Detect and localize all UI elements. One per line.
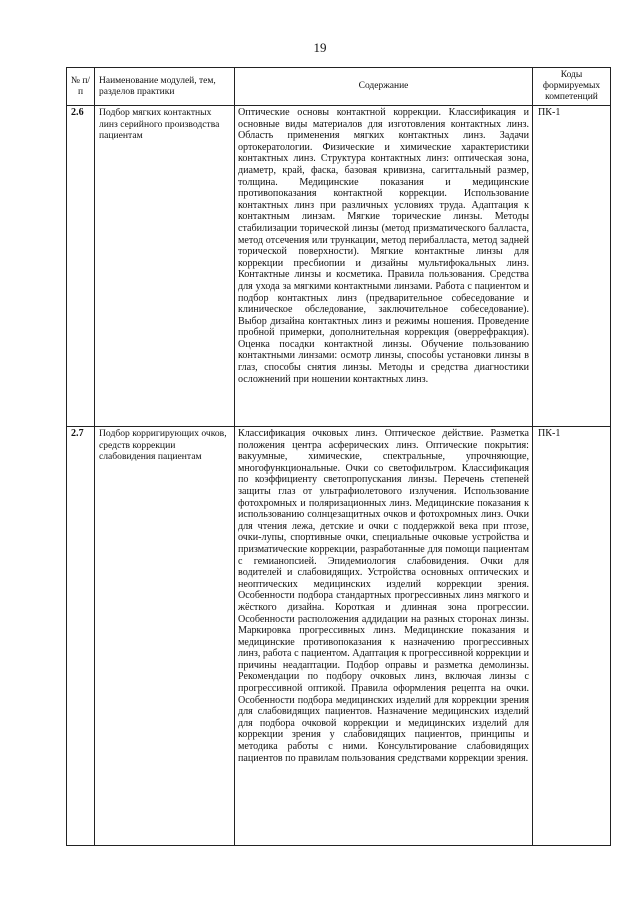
header-codes: Коды формируемых компетенций	[533, 68, 611, 106]
row-number: 2.7	[67, 427, 95, 846]
header-content: Содержание	[235, 68, 533, 106]
header-name: Наименование модулей, тем, разделов практики	[95, 68, 235, 106]
competency-code: ПК-1	[533, 106, 611, 427]
page-number: 19	[313, 40, 327, 55]
module-name: Подбор мягких контактных линз серийного производства пациентам	[95, 106, 235, 427]
table-row	[67, 106, 611, 427]
module-content: Оптические основы контактной коррекции. Классификация и основные виды материалов для изготовления контактных линз. Область применения мягких контактных линз. Задачи ортокератологии. Физические и химические характеристики контактных линз. Структура контактных линз: оптическая зона, диаметр, край, фаска, базовая кривизна, сагиттальный размер, толщина. Медицинские показания и медицинские противопоказания контактной коррекции. Использование контактных линз при различных условиях труда. Адаптация к контактным линзам. Мягкие торические линзы. Методы стабилизации торической линзы (метод призматического балласта, метод отсечения или трункации, метод перибалласта, метод задней торической поверхности). Мягкие контактные линзы для коррекции пресбиопии и дизайны мультифокальных линз. Контактные линзы и косметика. Правила пользования. Средства для ухода за мягкими контактными линзами. Работа с пациентом и подбор контактных линз (предварительное собеседование и клиническое обследование, заключительное собеседование). Выбор дизайна контактных линз и режимы ношения. Проведение пробной примерки, дополнительная коррекция (оверрефракция). Оценка посадки контактной линзы. Обучение пользованию контактными линзами: осмотр линзы, способы установки линзы в глаз, способы снятия линзы. Методы и средства диагностики осложнений при ношении контактных линз.	[235, 106, 533, 427]
module-name: Подбор корригирующих очков, средств коррекции слабовидения пациентам	[95, 427, 235, 846]
table-header-row	[67, 68, 611, 106]
table-row	[67, 427, 611, 846]
competency-code: ПК-1	[533, 427, 611, 846]
header-num: № п/п	[67, 68, 95, 106]
row-number: 2.6	[67, 106, 95, 427]
curriculum-table	[66, 67, 611, 846]
module-content: Классификация очковых линз. Оптическое действие. Разметка положения центра асферических линз. Оптические покрытия: вакуумные, химические, спектральные, упрочняющие, многофункциональные. Очки со светофильтром. Классификация по коэффициенту светопропускания линзы. Перечень степеней защиты глаз от ультрафиолетового излучения. Использование фотохромных и поляризационных линз. Медицинские показания к использованию солнцезащитных очков и фотохромных линз. Очки для чтения лежа, детские и очки с поддержкой века при птозе, очки-лупы, спортивные очки, специальные очковые устройства и призматические коррекции, разработанные для помощи пациентам с гемианопсией. Эпидемиология слабовидения. Очки для водителей и слабовидящих. Устройства основных оптических и неоптических медицинских изделий коррекции зрения. Особенности подбора стандартных прогрессивных линз мягкого и жёсткого дизайна. Короткая и длинная зона прогрессии. Особенности расположения аддидации на разных сторонах линзы. Маркировка прогрессивных линз. Медицинские показания и медицинские противопоказания к назначению прогрессивных линз, работа с пациентом. Адаптация к прогрессивной коррекции и причины неадаптации. Подбор оправы и разметка демолинзы. Рекомендации по подбору очковых линз, включая линзы с прогрессивной оптикой. Правила оформления рецепта на очки. Особенности подбора медицинских изделий для коррекции зрения для слабовидящих пациентов. Назначение медицинских изделий для подбора очковой коррекции и медицинских изделий для коррекции зрения у слабовидящих пациентов, принципы и методика работы с ними. Консультирование слабовидящих пациентов по правилам пользования средствами коррекции зрения.	[235, 427, 533, 846]
